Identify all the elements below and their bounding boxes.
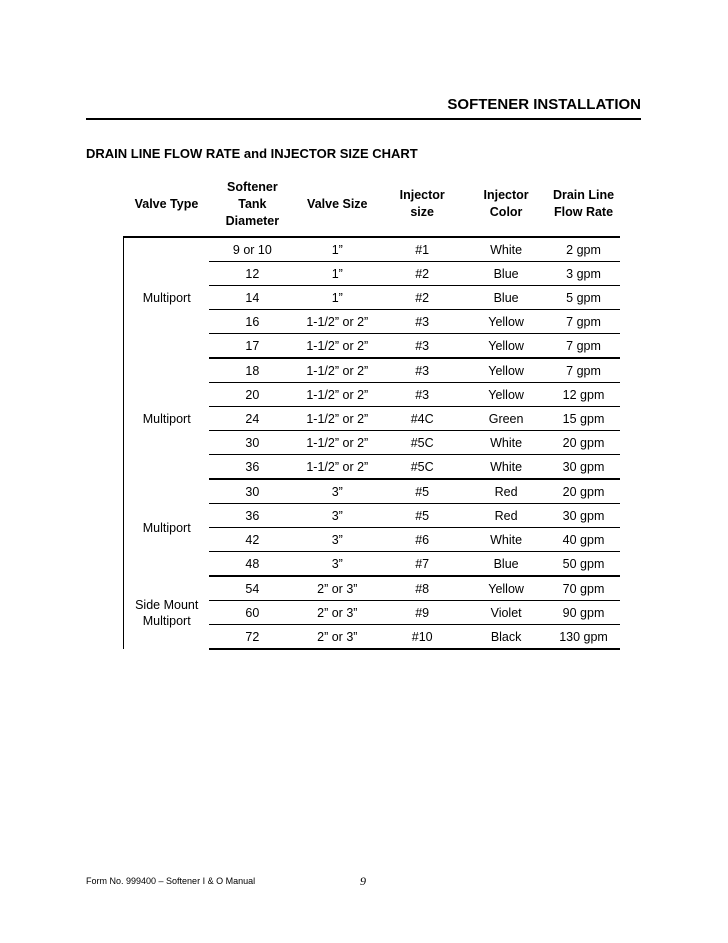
injector-size-cell: #7 xyxy=(379,552,465,577)
injector-size-cell: #1 xyxy=(379,237,465,262)
tank-diameter-cell: 48 xyxy=(209,552,295,577)
table-body xyxy=(124,237,621,649)
flow-rate-cell: 30 gpm xyxy=(547,504,620,528)
tank-diameter-cell: 9 or 10 xyxy=(209,237,295,262)
valve-type-cell xyxy=(124,358,210,479)
tank-diameter-cell: 54 xyxy=(209,576,295,601)
flow-rate-cell: 70 gpm xyxy=(547,576,620,601)
injector-color-cell: Blue xyxy=(465,552,547,577)
tank-diameter-cell: 14 xyxy=(209,286,295,310)
injector-color-cell: Blue xyxy=(465,262,547,286)
flow-rate-cell: 3 gpm xyxy=(547,262,620,286)
header-tank-diameter: Softener Tank Diameter xyxy=(209,172,295,237)
flow-rate-cell: 5 gpm xyxy=(547,286,620,310)
tank-diameter-cell: 16 xyxy=(209,310,295,334)
header-flow-rate: Drain Line Flow Rate xyxy=(547,172,620,237)
injector-color-cell: Black xyxy=(465,625,547,650)
tank-diameter-cell: 60 xyxy=(209,601,295,625)
valve-type-label: Multiport xyxy=(142,520,191,535)
injector-size-cell: #3 xyxy=(379,383,465,407)
flow-rate-cell: 7 gpm xyxy=(547,358,620,383)
injector-color-cell: Green xyxy=(465,407,547,431)
tank-diameter-cell: 30 xyxy=(209,431,295,455)
tank-diameter-cell: 72 xyxy=(209,625,295,650)
injector-size-cell: #4C xyxy=(379,407,465,431)
tank-diameter-cell: 18 xyxy=(209,358,295,383)
valve-type-cell xyxy=(124,576,210,649)
page-number: 9 xyxy=(360,874,366,888)
valve-size-cell: 1-1/2” or 2” xyxy=(295,334,379,359)
flow-rate-cell: 15 gpm xyxy=(547,407,620,431)
valve-size-cell: 1-1/2” or 2” xyxy=(295,431,379,455)
injector-color-cell: White xyxy=(465,237,547,262)
injector-color-cell: White xyxy=(465,455,547,480)
injector-size-cell: #5 xyxy=(379,479,465,504)
injector-color-cell: White xyxy=(465,431,547,455)
flow-rate-cell: 7 gpm xyxy=(547,310,620,334)
injector-color-cell: Red xyxy=(465,504,547,528)
flow-rate-cell: 12 gpm xyxy=(547,383,620,407)
header-injector-color: Injector Color xyxy=(465,172,547,237)
injector-size-cell: #6 xyxy=(379,528,465,552)
flow-rate-cell: 130 gpm xyxy=(547,625,620,650)
valve-size-cell: 3” xyxy=(295,552,379,577)
injector-size-cell: #9 xyxy=(379,601,465,625)
flow-rate-cell: 20 gpm xyxy=(547,431,620,455)
valve-size-cell: 3” xyxy=(295,528,379,552)
header-injector-size: Injector size xyxy=(379,172,465,237)
injector-size-cell: #5 xyxy=(379,504,465,528)
valve-type-label: Multiport xyxy=(142,411,191,426)
valve-size-cell: 1” xyxy=(295,286,379,310)
table-row xyxy=(124,237,621,262)
tank-diameter-cell: 20 xyxy=(209,383,295,407)
tank-diameter-cell: 36 xyxy=(209,455,295,480)
tank-diameter-cell: 17 xyxy=(209,334,295,359)
form-number: Form No. 999400 – Softener I & O Manual xyxy=(86,876,256,886)
valve-type-label: Multiport xyxy=(142,613,191,628)
valve-type-label: Multiport xyxy=(142,291,191,305)
injector-size-cell: #8 xyxy=(379,576,465,601)
injector-color-cell: Violet xyxy=(465,601,547,625)
injector-color-cell: Red xyxy=(465,479,547,504)
page-title: SOFTENER INSTALLATION xyxy=(447,96,641,113)
valve-size-cell: 2” or 3” xyxy=(295,625,379,650)
valve-type-label: Side Mount xyxy=(135,597,199,612)
injector-size-cell: #5C xyxy=(379,431,465,455)
header-valve-size: Valve Size xyxy=(295,172,379,237)
valve-size-cell: 1-1/2” or 2” xyxy=(295,383,379,407)
flow-rate-table xyxy=(123,172,620,650)
valve-size-cell: 1-1/2” or 2” xyxy=(295,407,379,431)
chart-title: DRAIN LINE FLOW RATE and INJECTOR SIZE CHART xyxy=(86,146,418,161)
valve-size-cell: 3” xyxy=(295,479,379,504)
flow-rate-cell: 40 gpm xyxy=(547,528,620,552)
injector-size-cell: #10 xyxy=(379,625,465,650)
injector-size-cell: #3 xyxy=(379,358,465,383)
tank-diameter-cell: 42 xyxy=(209,528,295,552)
table-row xyxy=(124,358,621,383)
flow-rate-cell: 7 gpm xyxy=(547,334,620,359)
valve-size-cell: 1-1/2” or 2” xyxy=(295,455,379,480)
flow-rate-cell: 30 gpm xyxy=(547,455,620,480)
flow-rate-cell: 2 gpm xyxy=(547,237,620,262)
injector-color-cell: Yellow xyxy=(465,310,547,334)
injector-size-cell: #2 xyxy=(379,286,465,310)
injector-color-cell: Yellow xyxy=(465,576,547,601)
valve-size-cell: 1-1/2” or 2” xyxy=(295,310,379,334)
header-valve-type: Valve Type xyxy=(124,172,210,237)
valve-type-cell xyxy=(124,479,210,576)
tank-diameter-cell: 30 xyxy=(209,479,295,504)
injector-size-cell: #5C xyxy=(379,455,465,480)
valve-type-cell xyxy=(124,237,210,358)
header-rule xyxy=(86,118,641,120)
valve-size-cell: 1-1/2” or 2” xyxy=(295,358,379,383)
injector-color-cell: White xyxy=(465,528,547,552)
tank-diameter-cell: 12 xyxy=(209,262,295,286)
flow-rate-cell: 20 gpm xyxy=(547,479,620,504)
flow-rate-cell: 50 gpm xyxy=(547,552,620,577)
injector-size-cell: #3 xyxy=(379,334,465,359)
injector-color-cell: Yellow xyxy=(465,383,547,407)
valve-size-cell: 1” xyxy=(295,262,379,286)
flow-rate-cell: 90 gpm xyxy=(547,601,620,625)
injector-color-cell: Yellow xyxy=(465,334,547,359)
injector-color-cell: Yellow xyxy=(465,358,547,383)
table-row xyxy=(124,479,621,504)
valve-size-cell: 2” or 3” xyxy=(295,576,379,601)
injector-color-cell: Blue xyxy=(465,286,547,310)
valve-size-cell: 2” or 3” xyxy=(295,601,379,625)
injector-size-cell: #3 xyxy=(379,310,465,334)
table-row xyxy=(124,576,621,601)
tank-diameter-cell: 36 xyxy=(209,504,295,528)
tank-diameter-cell: 24 xyxy=(209,407,295,431)
valve-size-cell: 1” xyxy=(295,237,379,262)
injector-size-cell: #2 xyxy=(379,262,465,286)
table-header-row xyxy=(124,172,621,237)
valve-size-cell: 3” xyxy=(295,504,379,528)
